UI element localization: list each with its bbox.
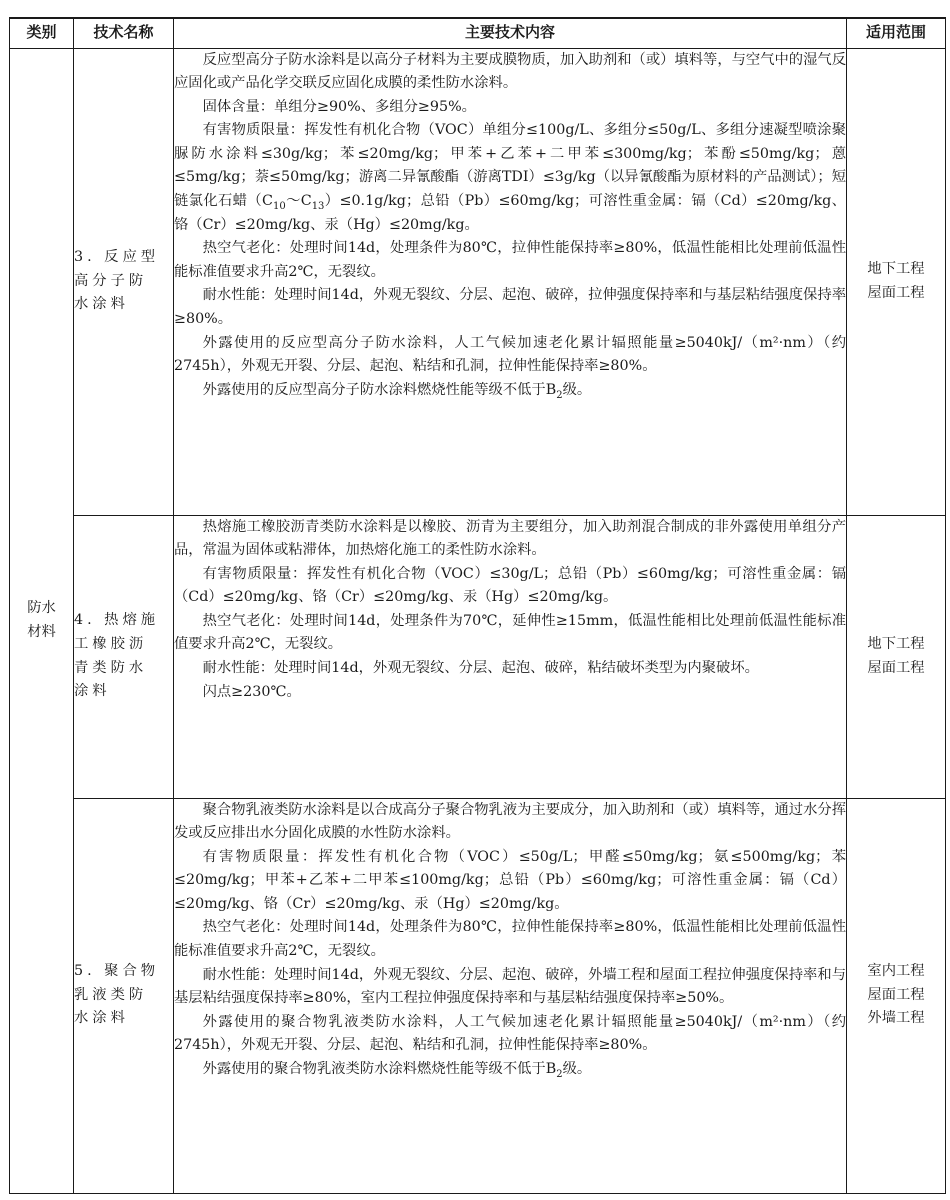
category-line: 防水 [27,599,56,616]
tech-name-line: 水涂料 [74,296,129,313]
table-header [10,18,946,48]
tech-name-line: 5. 聚合物 [74,963,160,980]
tech-content-cell [174,515,847,798]
content-paragraph: 热空气老化：处理时间14d，处理条件为80℃，拉伸性能保持率≥80%，低温性能相比处理前低温性能标准值要求升高2℃，无裂纹。 [174,240,846,280]
content-paragraph: 耐水性能：处理时间14d，外观无裂纹、分层、起泡、破碎，外墙工程和屋面工程拉伸强度保持率和与基层粘结强度保持率≥80%，室内工程拉伸强度保持率和与基层粘结强度保持率≥50%。 [174,966,846,1007]
tech-name-line: 乳液类防 [74,986,148,1003]
technology-table [9,17,946,1194]
content-paragraph: 反应型高分子防水涂料是以高分子材料为主要成膜物质，加入助剂和（或）填料等，与空气中的湿气反应固化或产品化学交联反应固化成膜的柔性防水涂料。 [174,51,846,92]
content-paragraph: 有害物质限量：挥发性有机化合物（VOC）≤50g/L；甲醛≤50mg/kg；氨≤500mg/kg；苯≤20mg/kg；甲苯+乙苯+二甲苯≤100mg/kg；总铅（Pb）≤60mg/kg；可溶性重金属：镉（Cd）≤20mg/kg、铬（Cr）≤20mg/kg、汞（Hg）≤20mg/kg。 [174,848,846,912]
tech-name-line: 3. 反应型 [74,249,160,266]
tech-name-line: 4. 热熔施 [74,612,160,629]
tech-name-line: 工橡胶沥 [74,635,148,652]
content-paragraph: 热空气老化：处理时间14d，处理条件为80℃，拉伸性能保持率≥80%，低温性能相比处理前低温性能标准值要求升高2℃，无裂纹。 [174,919,846,960]
category-line: 材料 [27,623,56,640]
content-paragraph: 闪点≥230℃。 [202,683,301,700]
scope-cell [847,515,946,798]
tech-name-cell [74,798,174,1193]
scope-cell [847,798,946,1193]
table-row [10,515,946,798]
content-paragraph: 耐水性能：处理时间14d，外观无裂纹、分层、起泡、破碎，拉伸强度保持率和与基层粘结强度保持率≥80%。 [174,287,846,328]
tech-content-cell [174,798,847,1193]
tech-content-cell [174,48,847,515]
tech-name-line: 水涂料 [74,1010,129,1027]
header-tech-name: 技术名称 [74,18,174,48]
header-category: 类别 [10,18,74,48]
content-paragraph: 有害物质限量：挥发性有机化合物（VOC）≤30g/L；总铅（Pb）≤60mg/kg；可溶性重金属：镉（Cd）≤20mg/kg、铬（Cr）≤20mg/kg、汞（Hg）≤20mg/kg。 [174,565,846,606]
content-paragraph: 外露使用的聚合物乳液类防水涂料，人工气候加速老化累计辐照能量≥5040kJ/（m²·nm）（约2745h），外观无开裂、分层、起泡、粘结和孔洞，拉伸性能保持率≥80%。 [174,1013,846,1054]
content-paragraph: 耐水性能：处理时间14d，外观无裂纹、分层、起泡、破碎，粘结破坏类型为内聚破坏。 [202,660,759,677]
tech-name-line: 涂料 [74,683,111,700]
content-paragraph: 聚合物乳液类防水涂料是以合成高分子聚合物乳液为主要成分，加入助剂和（或）填料等，通过水分挥发或反应排出水分固化成膜的水性防水涂料。 [174,801,846,842]
tech-name-line: 青类防水 [74,659,148,676]
tech-name-line: 高分子防 [74,272,148,289]
tech-name-cell [74,515,174,798]
scope-line: 室内工程 [867,963,925,980]
content-paragraph: 外露使用的反应型高分子防水涂料，人工气候加速老化累计辐照能量≥5040kJ/（m²·nm）（约2745h），外观无开裂、分层、起泡、粘结和孔洞，拉伸性能保持率≥80%。 [174,334,846,375]
category-cell [10,48,74,1193]
scope-cell [847,48,946,515]
tech-name-cell [74,48,174,515]
scope-line: 外墙工程 [867,1010,925,1027]
scope-line: 屋面工程 [867,659,925,676]
table-row [10,48,946,515]
scope-line: 屋面工程 [867,986,925,1003]
content-paragraph: 有害物质限量：挥发性有机化合物（VOC）单组分≤100g/L、多组分≤50g/L、多组分速凝型喷涂聚脲防水涂料≤30g/kg；苯≤20mg/kg；甲苯+乙苯+二甲苯≤300mg/kg；苯酚≤50mg/kg；蒽≤5mg/kg；萘≤50mg/kg；游离二异氰酸酯（游离TDI）≤3g/kg（以异氰酸酯为原材料的产品测试）；短链氯化石蜡$(C_{10}\sim C_{13})\le 0.1g/kg$；总铅（Pb）≤60mg/kg；可溶性重金属：镉（Cd）≤20mg/kg、铬（Cr）≤20mg/kg、汞（Hg）≤20mg/kg。 [174,122,846,233]
scope-line: 地下工程 [867,260,925,277]
content-paragraph: 外露使用的反应型高分子防水涂料燃烧性能等级不低于$B_2$级。 [202,381,592,401]
content-paragraph: 热空气老化：处理时间14d，处理条件为70℃，延伸性≥15mm，低温性能相比处理前低温性能标准值要求升高2℃，无裂纹。 [174,612,846,653]
scope-line: 屋面工程 [867,284,925,301]
table-row [10,798,946,1193]
header-scope: 适用范围 [847,18,946,48]
content-paragraph: 外露使用的聚合物乳液类防水涂料燃烧性能等级不低于$B_2$级。 [202,1061,592,1080]
scope-line: 地下工程 [867,635,925,652]
header-main-content: 主要技术内容 [174,18,847,48]
content-paragraph: 热熔施工橡胶沥青类防水涂料是以橡胶、沥青为主要组分，加入助剂混合制成的非外露使用单组分产品，常温为固体或粘滞体，加热熔化施工的柔性防水涂料。 [174,518,846,559]
content-paragraph: 固体含量：单组分≥90%、多组分≥95%。 [202,98,476,115]
